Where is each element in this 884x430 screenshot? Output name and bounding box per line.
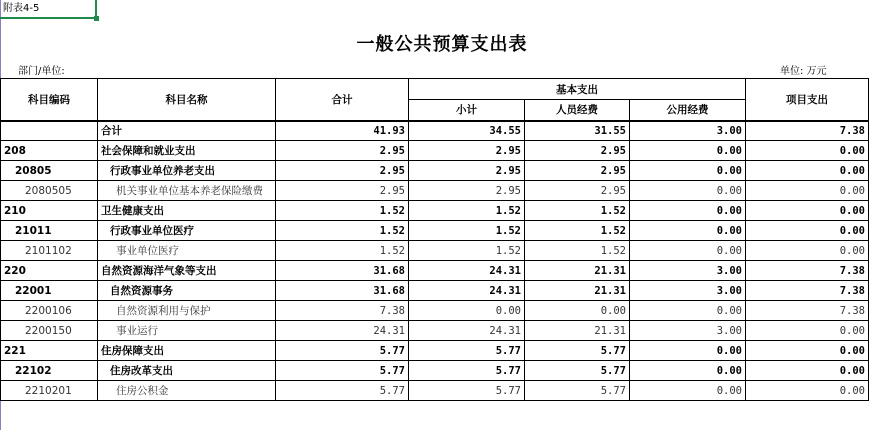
department-label: 部门/单位: <box>18 66 65 77</box>
row-name: 住房改革支出 <box>98 361 276 381</box>
row-total: 31.68 <box>276 261 409 281</box>
row-name: 行政事业单位医疗 <box>98 221 276 241</box>
row-subtotal: 5.77 <box>409 381 525 401</box>
row-project: 0.00 <box>746 361 869 381</box>
row-project: 0.00 <box>746 221 869 241</box>
row-personnel: 5.77 <box>525 361 630 381</box>
table-row <box>1 361 869 381</box>
row-public: 0.00 <box>630 221 746 241</box>
header-code: 科目编码 <box>1 79 98 121</box>
row-public: 3.00 <box>630 261 746 281</box>
row-subtotal: 24.31 <box>409 281 525 301</box>
row-name: 住房公积金 <box>98 381 276 401</box>
row-public: 3.00 <box>630 321 746 341</box>
row-name: 社会保障和就业支出 <box>98 141 276 161</box>
row-personnel: 2.95 <box>525 161 630 181</box>
row-public: 0.00 <box>630 181 746 201</box>
row-project: 0.00 <box>746 181 869 201</box>
row-name: 事业运行 <box>98 321 276 341</box>
row-project: 0.00 <box>746 381 869 401</box>
row-personnel: 5.77 <box>525 381 630 401</box>
row-code: 208 <box>1 141 98 161</box>
row-subtotal: 2.95 <box>409 141 525 161</box>
row-subtotal: 24.31 <box>409 261 525 281</box>
row-name: 卫生健康支出 <box>98 201 276 221</box>
table-row <box>1 201 869 221</box>
row-name: 事业单位医疗 <box>98 241 276 261</box>
row-code: 2210201 <box>1 381 98 401</box>
row-personnel: 0.00 <box>525 301 630 321</box>
header-public: 公用经费 <box>630 100 746 121</box>
row-name: 合计 <box>98 121 276 141</box>
row-public: 0.00 <box>630 141 746 161</box>
row-personnel: 31.55 <box>525 121 630 141</box>
unit-label: 单位: 万元 <box>780 66 827 77</box>
row-project: 7.38 <box>746 301 869 321</box>
row-total: 7.38 <box>276 301 409 321</box>
row-total: 1.52 <box>276 221 409 241</box>
table-row <box>1 381 869 401</box>
row-project: 0.00 <box>746 201 869 221</box>
row-subtotal: 24.31 <box>409 321 525 341</box>
row-name: 自然资源利用与保护 <box>98 301 276 321</box>
row-public: 3.00 <box>630 281 746 301</box>
header-basic: 基本支出 <box>409 79 746 100</box>
row-code: 221 <box>1 341 98 361</box>
row-total: 2.95 <box>276 141 409 161</box>
table-row <box>1 221 869 241</box>
header-name: 科目名称 <box>98 79 276 121</box>
row-personnel: 1.52 <box>525 221 630 241</box>
header-subtotal: 小计 <box>409 100 525 121</box>
row-total: 41.93 <box>276 121 409 141</box>
row-total: 5.77 <box>276 341 409 361</box>
table-row <box>1 241 869 261</box>
row-personnel: 1.52 <box>525 241 630 261</box>
row-code: 22102 <box>1 361 98 381</box>
row-personnel: 1.52 <box>525 201 630 221</box>
row-public: 0.00 <box>630 161 746 181</box>
row-name: 行政事业单位养老支出 <box>98 161 276 181</box>
row-project: 0.00 <box>746 141 869 161</box>
table-row <box>1 321 869 341</box>
row-public: 0.00 <box>630 341 746 361</box>
row-public: 0.00 <box>630 241 746 261</box>
row-total: 2.95 <box>276 161 409 181</box>
table-row <box>1 341 869 361</box>
row-code: 2200150 <box>1 321 98 341</box>
row-project: 0.00 <box>746 161 869 181</box>
row-project: 7.38 <box>746 261 869 281</box>
row-subtotal: 2.95 <box>409 181 525 201</box>
row-name: 自然资源海洋气象等支出 <box>98 261 276 281</box>
page-title: 一般公共预算支出表 <box>356 34 528 55</box>
row-total: 31.68 <box>276 281 409 301</box>
row-total: 2.95 <box>276 181 409 201</box>
row-code: 2080505 <box>1 181 98 201</box>
row-total: 1.52 <box>276 241 409 261</box>
row-public: 0.00 <box>630 301 746 321</box>
header-project: 项目支出 <box>746 79 869 121</box>
row-code: 2200106 <box>1 301 98 321</box>
table-row <box>1 141 869 161</box>
header-personnel: 人员经费 <box>525 100 630 121</box>
row-subtotal: 0.00 <box>409 301 525 321</box>
budget-table <box>0 78 869 401</box>
row-personnel: 2.95 <box>525 181 630 201</box>
row-project: 0.00 <box>746 321 869 341</box>
table-row <box>1 301 869 321</box>
table-row <box>1 161 869 181</box>
row-code: 21011 <box>1 221 98 241</box>
row-project: 0.00 <box>746 341 869 361</box>
fill-handle[interactable] <box>94 16 99 21</box>
row-project: 0.00 <box>746 241 869 261</box>
row-public: 0.00 <box>630 381 746 401</box>
table-row <box>1 181 869 201</box>
row-personnel: 21.31 <box>525 281 630 301</box>
row-code <box>1 121 98 141</box>
row-personnel: 21.31 <box>525 321 630 341</box>
row-total: 1.52 <box>276 201 409 221</box>
row-public: 3.00 <box>630 121 746 141</box>
selected-cell[interactable] <box>0 0 97 19</box>
row-project: 7.38 <box>746 121 869 141</box>
row-name: 机关事业单位基本养老保险缴费 <box>98 181 276 201</box>
row-code: 20805 <box>1 161 98 181</box>
row-subtotal: 2.95 <box>409 161 525 181</box>
row-subtotal: 34.55 <box>409 121 525 141</box>
row-project: 7.38 <box>746 281 869 301</box>
row-name: 自然资源事务 <box>98 281 276 301</box>
row-code: 22001 <box>1 281 98 301</box>
row-name: 住房保障支出 <box>98 341 276 361</box>
row-total: 24.31 <box>276 321 409 341</box>
row-subtotal: 1.52 <box>409 221 525 241</box>
row-subtotal: 1.52 <box>409 241 525 261</box>
row-subtotal: 5.77 <box>409 361 525 381</box>
row-personnel: 2.95 <box>525 141 630 161</box>
cell-ref-text: 附表4-5 <box>3 3 40 14</box>
row-personnel: 5.77 <box>525 341 630 361</box>
table-row <box>1 121 869 141</box>
row-code: 210 <box>1 201 98 221</box>
row-subtotal: 1.52 <box>409 201 525 221</box>
table-row <box>1 281 869 301</box>
row-code: 2101102 <box>1 241 98 261</box>
row-public: 0.00 <box>630 361 746 381</box>
header-total: 合计 <box>276 79 409 121</box>
row-public: 0.00 <box>630 201 746 221</box>
row-total: 5.77 <box>276 361 409 381</box>
row-code: 220 <box>1 261 98 281</box>
row-total: 5.77 <box>276 381 409 401</box>
row-personnel: 21.31 <box>525 261 630 281</box>
table-row <box>1 261 869 281</box>
row-subtotal: 5.77 <box>409 341 525 361</box>
